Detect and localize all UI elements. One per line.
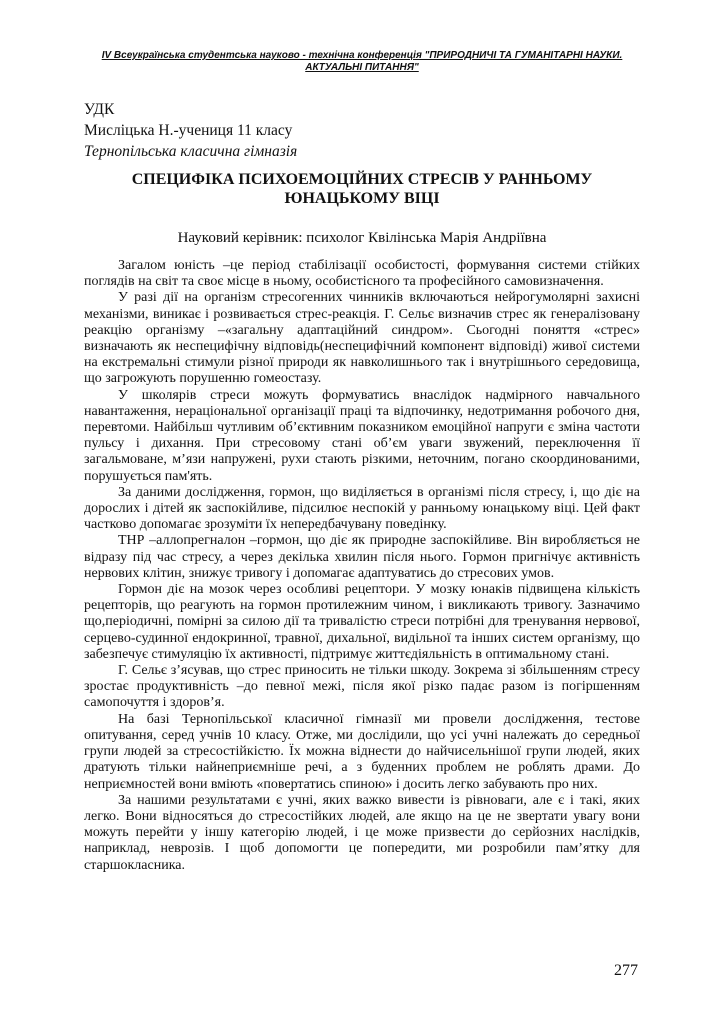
page-number: 277 (614, 962, 638, 979)
article-title (100, 170, 624, 208)
paragraph: У разі дії на організм стресогенних чинників включаються нейрогумолярні захисні механізми, виникає і розвивається стрес-реакція. Г. Сельє визначив стрес як генералізовану реакцію організму –«загальну адаптаційний синдром». Сьогодні поняття «стрес» визначають як неспецифічну відповідь(неспецифічний компонент відповіді) живої системи на екстремальні стимули різної природи як навколишнього так і внутрішнього середовища, що загрожують порушенню гомеостазу. (84, 290, 640, 387)
udk-label: УДК (84, 101, 115, 118)
paragraph: ТНР –аллопрегналон –гормон, що діє як природне заспокійливе. Він виробляється не відразу під час стресу, а через декілька хвилин після нього. Гормон пригнічує активність нервових клітин, знижує тривогу і допомагає адаптуватись до стресових умов. (84, 533, 640, 581)
article-title-line-1: СПЕЦИФІКА ПСИХОЕМОЦІЙНИХ СТРЕСІВ У РАННЬОМУ (131, 171, 593, 188)
paragraph: За нашими результатами є учні, яких важко вивести із рівноваги, але є і такі, яких легко. Вони відносяться до стресостійких людей, але якщо на це не звертати увагу вони можуть перейти у іншу категорію людей, і це може призвести до серйозних наслідків, наприклад, неврозів. І щоб допомогти це попередити, ми розробили пам’ятку для старшокласника. (84, 792, 640, 873)
paragraph: У школярів стреси можуть формуватись внаслідок надмірного навчального навантаження, нераціональної організації праці та відпочинку, недотримання робочого дня, перевтоми. Найбільш чутливим об’єктивним показником емоційної напруги є зміна частоти пульсу і дихання. При стресовому стані об’єм уваги звужений, переключення її загальмоване, м’язи напружені, рухи стають різкими, неточним, погано скоординованими, порушується пам'ять. (84, 387, 640, 484)
conference-header (60, 50, 664, 74)
conference-header-line-1: IV Всеукраїнська студентська науково - технічна конференція "ПРИРОДНИЧІ ТА ГУМАНІТАРНІ НАУКИ. (101, 50, 623, 61)
paragraph: За даними дослідження, гормон, що виділяється в організмі після стресу, і, що діє на дорослих і дітей як заспокійливе, підсилює неспокій у ранньому юнацькому віці. Цей факт частково допомагає зрозуміти їх непередбачувану поведінку. (84, 484, 640, 533)
article-title-line-2: ЮНАЦЬКОМУ ВІЦІ (284, 190, 440, 207)
article-meta (84, 99, 297, 162)
author-line: Мисліцька Н.-учениця 11 класу (84, 122, 293, 139)
paragraph: Загалом юність –це період стабілізації особистості, формування системи стійких поглядів на світ та своє місце в ньому, особистісного та професійного самовизначення. (84, 258, 640, 290)
paragraph: Г. Сельє з’ясував, що стрес приносить не тільки шкоду. Зокрема зі збільшенням стресу зростає продуктивність –до певної межі, після якої різко падає разом із погіршенням самопочуття і здоров’я. (84, 663, 640, 711)
conference-header-line-2: АКТУАЛЬНІ ПИТАННЯ" (305, 62, 419, 73)
paragraph: Гормон діє на мозок через особливі рецептори. У мозку юнаків підвищена кількість рецепторів, що реагують на гормон протилежним чином, і викликають тривогу. Зазначимо що,періодичні, помірні за силою дії та тривалістю стреси потрібні для тренування нервової, серцево-судинної ендокринної, травної, дихальної, видільної та інших систем організму, що забезпечує стимуляцію їх активності, підтримує життєдіяльність в оптимальному стані. (84, 582, 640, 662)
supervisor-line: Науковий керівник: психолог Квілінська Марія Андріївна (177, 230, 547, 246)
school-line: Тернопільська класична гімназія (84, 143, 298, 160)
article-body (84, 258, 640, 874)
paragraph: На базі Тернопільської класичної гімназії ми провели дослідження, тестове опитування, серед учнів 10 класу. Отже, ми дослідили, що усі учні належать до середньої групи людей за стресостійкістю. Їх можна віднести до найчисельнішої групи людей, яких дратують тільки найнеприємніше речі, а з буденних проблем не роблять драми. До неприємностей вони вміють «повертатись спиною» і досить легко забувають про них. (84, 711, 640, 792)
